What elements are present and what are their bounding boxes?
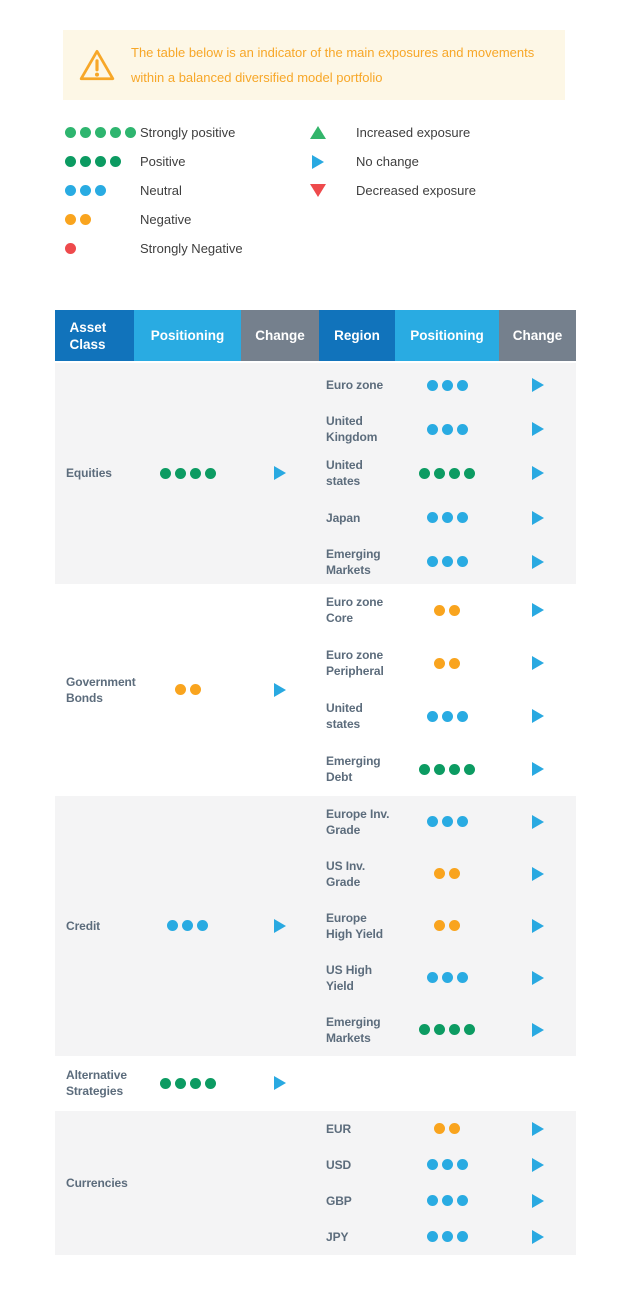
positioning-dots [160,1078,216,1089]
no-change-arrow-icon [532,422,544,436]
region-row [319,952,576,1004]
positioning-dots [434,658,460,669]
region-label: United states [326,701,363,732]
increase-arrow-icon [310,126,326,139]
region-row [319,796,576,848]
positioning-dots [427,512,468,523]
region-rows [319,584,576,796]
section-equities [55,363,576,584]
region-label: Japan [326,510,361,525]
positioning-dots [427,816,468,827]
no-change-arrow-icon [532,867,544,881]
positioning-dots [160,468,216,479]
legend-label: No change [356,154,419,169]
no-change-arrow-icon [532,815,544,829]
no-change-arrow-icon [532,1023,544,1037]
legend-label: Neutral [140,183,182,198]
region-row [319,496,576,540]
positioning-dots [427,1231,468,1242]
legend-item [65,176,310,205]
positioning-dots [167,920,208,931]
header-asset-class: Asset Class [55,310,134,361]
region-row [319,900,576,952]
asset-class-label: Credit [66,918,101,933]
no-change-arrow-icon [532,1230,544,1244]
asset-class-label: Equities [66,466,112,481]
region-row [319,540,576,584]
legend-label: Decreased exposure [356,183,476,198]
positioning-dots [427,380,468,391]
legend-item [65,205,310,234]
no-change-arrow-icon [274,683,286,697]
warning-banner [63,30,565,100]
no-change-arrow-icon [532,555,544,569]
region-label: Emerging Debt [326,754,381,785]
header-region: Region [319,310,395,361]
no-change-arrow-icon [532,971,544,985]
region-row [319,743,576,796]
region-label: JPY [326,1229,349,1244]
region-label: US High Yield [326,962,372,993]
no-change-arrow-icon [532,709,544,723]
asset-class-label: Government Bonds [66,674,136,705]
region-row [319,1111,576,1147]
asset-row [55,796,319,1056]
warning-line-2: within a balanced diversified model portfolio [131,70,383,85]
region-label: Emerging Markets [326,546,381,577]
region-row [319,584,576,637]
strongly-negative-dots [65,243,140,254]
header-change: Change [241,310,319,361]
region-label: Euro zone Peripheral [326,648,384,679]
no-change-arrow-icon [274,919,286,933]
negative-dots [65,214,140,225]
no-change-arrow-icon [532,1122,544,1136]
section-currencies [55,1111,576,1255]
region-rows [319,1111,576,1255]
region-label: Emerging Markets [326,1014,381,1045]
no-change-arrow-icon [274,466,286,480]
region-row [319,690,576,743]
legend [65,118,636,263]
legend-changes [310,118,590,205]
legend-item [310,147,590,176]
positioning-dots [419,468,475,479]
no-change-arrow-icon [532,919,544,933]
region-label: Euro zone Core [326,595,384,626]
region-row [319,637,576,690]
region-rows [319,1056,576,1111]
no-change-arrow-icon [532,511,544,525]
legend-label: Strongly Negative [140,241,243,256]
positioning-dots [434,868,460,879]
asset-class-label: Alternative Strategies [66,1068,127,1099]
legend-label: Increased exposure [356,125,471,140]
header-positioning-2: Positioning [395,310,499,361]
region-label: Europe Inv. Grade [326,806,390,837]
region-row [319,1183,576,1219]
legend-item [310,176,590,205]
positive-dots [65,156,140,167]
positioning-dots [427,972,468,983]
asset-row [55,1056,319,1111]
positioning-dots [427,556,468,567]
positioning-dots [427,1195,468,1206]
region-label: GBP [326,1193,352,1208]
asset-row [55,584,319,796]
no-change-arrow-icon [532,378,544,392]
legend-label: Negative [140,212,192,227]
region-label: USD [326,1157,352,1172]
region-row [319,848,576,900]
legend-label: Strongly positive [140,125,236,140]
no-change-arrow-icon [532,1194,544,1208]
section-government-bonds [55,584,576,796]
region-row [319,1147,576,1183]
positioning-dots [419,764,475,775]
legend-positioning [65,118,310,263]
asset-row [55,363,319,584]
positioning-dots [175,684,201,695]
table-header [55,310,576,361]
positioning-dots [434,1123,460,1134]
no-change-arrow-icon [274,1076,286,1090]
region-label: United Kingdom [326,414,378,445]
legend-item [65,147,310,176]
no-change-arrow-icon [532,1158,544,1172]
positioning-table [55,310,576,1255]
strongly-positive-dots [65,127,140,138]
neutral-dots [65,185,140,196]
asset-row [55,1111,319,1255]
positioning-dots [419,1024,475,1035]
section-alternative-strategies [55,1056,576,1111]
region-row [319,1219,576,1255]
no-change-arrow-icon [532,762,544,776]
region-rows [319,363,576,584]
legend-item [310,118,590,147]
region-label: US Inv. Grade [326,858,366,889]
decrease-arrow-icon [310,184,326,197]
warning-message [131,40,534,90]
no-change-arrow-icon [532,656,544,670]
section-credit [55,796,576,1056]
legend-item [65,234,310,263]
region-row [319,363,576,407]
legend-label: Positive [140,154,186,169]
legend-item [65,118,310,147]
region-label: Euro zone [326,378,384,393]
positioning-dots [427,711,468,722]
warning-line-1: The table below is an indicator of the main exposures and movements [131,45,535,60]
asset-class-label: Currencies [66,1175,128,1190]
no-change-arrow-icon [532,603,544,617]
region-rows [319,796,576,1056]
positioning-dots [427,1159,468,1170]
positioning-dots [434,605,460,616]
no-change-arrow-icon [532,466,544,480]
warning-triangle-icon [63,47,131,83]
no-change-arrow-icon [312,155,324,169]
region-row [319,1004,576,1056]
positioning-dots [434,920,460,931]
positioning-dots [427,424,468,435]
header-positioning: Positioning [134,310,241,361]
region-row [319,451,576,495]
region-label: Europe High Yield [326,910,384,941]
region-label: United states [326,458,363,489]
region-label: EUR [326,1121,352,1136]
header-change-2: Change [499,310,576,361]
region-row [319,407,576,451]
